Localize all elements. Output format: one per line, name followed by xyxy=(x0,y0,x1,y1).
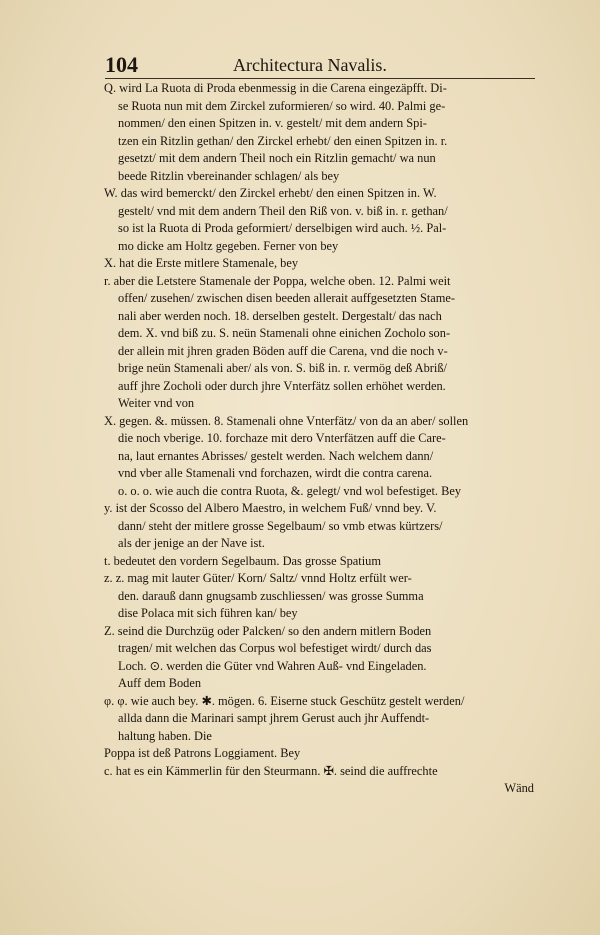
running-title: Architectura Navalis. xyxy=(233,55,387,75)
text-line: Loch. ⊙. werden die Güter vnd Wahren Auß- vnd Eingeladen. xyxy=(118,658,427,673)
text-line: Wänd xyxy=(504,781,534,795)
text-line: offen/ zusehen/ zwischen disen beeden allerait auffgesetzten Stame- xyxy=(118,291,456,305)
text-line: Weiter vnd von xyxy=(118,396,195,410)
text-line: r. aber die Letstere Stamenale der Poppa, welche oben. 12. Palmi weit xyxy=(104,273,451,288)
text-line: Q. wird La Ruota di Proda ebenmessig in die Carena eingezäpfft. Di- xyxy=(104,81,447,95)
text-line: o. o. o. wie auch die contra Ruota, &. gelegt/ vnd wol befestiget. Bey xyxy=(118,483,462,498)
text-line: gestelt/ vnd mit dem andern Theil den Riß von. v. biß in. r. gethan/ xyxy=(118,203,448,218)
running-head xyxy=(105,52,535,79)
text-line: Poppa ist deß Patrons Loggiament. Bey xyxy=(104,746,301,760)
text-line: na, laut ernantes Abrisses/ gestelt werden. Nach welchem dann/ xyxy=(118,448,434,463)
text-line: z. z. mag mit lauter Güter/ Korn/ Saltz/ vnnd Holtz erfült wer- xyxy=(104,571,412,585)
text-line: dise Polaca mit sich führen kan/ bey xyxy=(118,606,298,620)
text-line: X. hat die Erste mitlere Stamenale, bey xyxy=(104,256,299,270)
text-line: tragen/ mit welchen das Corpus wol befestiget wirdt/ durch das xyxy=(118,641,432,655)
text-line: auff jhre Zocholi oder durch jhre Vnterfätz sollen erhöhet werden. xyxy=(118,378,446,393)
text-line: vnd vber alle Stamenali vnd forchazen, wirdt die contra carena. xyxy=(118,466,433,480)
text-line: den. darauß dann gnugsamb zuschliessen/ was grosse Summa xyxy=(118,588,424,603)
text-line: nommen/ den einen Spitzen in. v. gestelt/ mit dem andern Spi- xyxy=(118,116,427,130)
text-line: so ist la Ruota di Proda geformiert/ derselbigen wird auch. ½. Pal- xyxy=(118,221,447,235)
text-line: W. das wird bemerckt/ den Zirckel erhebt/ den einen Spitzen in. W. xyxy=(104,186,437,200)
text-line: mo dicke am Holtz gegeben. Ferner von bey xyxy=(118,238,339,253)
text-line: t. bedeutet den vordern Segelbaum. Das grosse Spatium xyxy=(104,553,382,568)
text-line: nali aber werden noch. 18. derselben gestelt. Dergestalt/ das nach xyxy=(118,308,442,323)
text-line: beede Ritzlin vbereinander schlagen/ als bey xyxy=(118,168,340,183)
text-line: X. gegen. &. müssen. 8. Stamenali ohne Vnterfätz/ von da an aber/ sollen xyxy=(104,413,469,428)
text-line: gesetzt/ mit dem andern Theil noch ein Ritzlin gemacht/ wa nun xyxy=(118,151,436,165)
text-line: die noch vberige. 10. forchaze mit dero Vnterfätzen auff die Care- xyxy=(118,431,446,445)
text-line: brige neün Stamenali aber/ als von. S. biß in. r. vermög deß Abriß/ xyxy=(118,361,447,375)
text-line: φ. φ. wie auch bey. ✱. mögen. 6. Eiserne stuck Geschütz gestelt werden/ xyxy=(104,693,465,708)
text-line: c. hat es ein Kämmerlin für den Steurmann. ✠. seind die auffrechte xyxy=(104,763,438,778)
text-line: dem. X. vnd biß zu. S. neün Stamenali ohne einichen Zocholo son- xyxy=(118,326,451,340)
text-line: Z. seind die Durchzüg oder Palcken/ so den andern mitlern Boden xyxy=(104,623,432,638)
text-line: allda dann die Marinari sampt jhrem Gerust auch jhr Auffendt- xyxy=(118,711,430,725)
text-line: se Ruota nun mit dem Zirckel zuformieren/ so wird. 40. Palmi ge- xyxy=(118,98,446,113)
text-line: haltung haben. Die xyxy=(118,728,212,743)
text-line: dann/ steht der mitlere grosse Segelbaum/ so vmb etwas kürtzers/ xyxy=(118,518,443,533)
page-number: 104 xyxy=(105,52,138,77)
text-line: als der jenige an der Nave ist. xyxy=(118,536,265,550)
text-line: der allein mit jhren graden Böden auff die Carena, vnd die noch v- xyxy=(118,343,448,358)
text-line: tzen ein Ritzlin gethan/ den Zirckel erhebt/ den einen Spitzen in. r. xyxy=(118,133,448,148)
body-text xyxy=(104,80,534,798)
text-line: Auff dem Boden xyxy=(118,676,202,690)
text-line: y. ist der Scosso del Albero Maestro, in welchem Fuß/ vnnd bey. V. xyxy=(104,501,437,515)
